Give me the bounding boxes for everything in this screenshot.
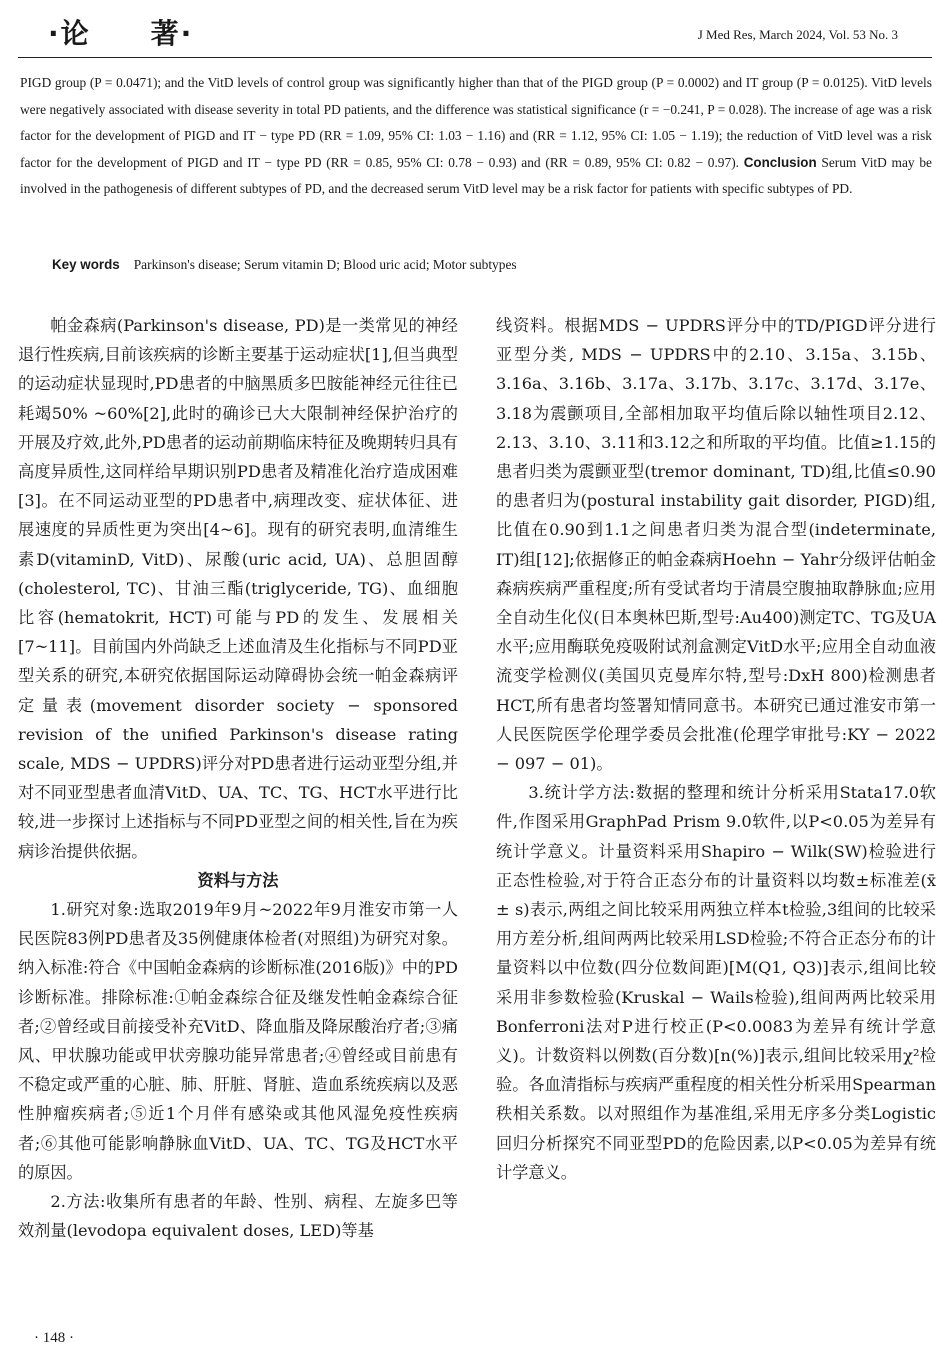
methods-paragraph-start: 2.方法:收集所有患者的年龄、性别、病程、左旋多巴等效剂量(levodopa equivalent doses, LED)等基 <box>18 1192 458 1241</box>
keywords-text: Parkinson's disease; Serum vitamin D; Blood uric acid; Motor subtypes <box>133 257 517 272</box>
abstract-results-tail: PIGD group (P = 0.0471); and the VitD levels of control group was significantly higher than that of the PIGD group (P = 0.0002) and IT group (P = 0.0125). VitD levels were negatively associated with disease severity in total PD patients, and the difference was statistical significance (r = −0.241, P = 0.028). The increase of age was a risk factor for the development of PIGD and IT − type PD (RR = 1.09, 95% CI: 1.03 − 1.16) and (RR = 1.12, 95% CI: 1.05 − 1.19); the reduction of VitD level was a risk factor for the development of PIGD and IT − type PD (RR = 0.85, 95% CI: 0.78 − 0.93) and (RR = 0.89, 95% CI: 0.82 − 0.97). <box>20 75 932 170</box>
methods-heading: 资料与方法 <box>197 870 279 890</box>
keywords-label: Key words <box>52 257 120 272</box>
page-header <box>0 0 950 62</box>
conclusion-text: Serum VitD may be involved in the pathogenesis of different subtypes of PD, and the decreased serum VitD level may be a risk factor for patients with specific subtypes of PD. <box>20 154 932 197</box>
keywords-line <box>52 257 517 273</box>
intro-paragraph: 帕金森病(Parkinson's disease, PD)是一类常见的神经退行性疾病,目前该疾病的诊断主要基于运动症状[1],但当典型的运动症状显现时,PD患者的中脑黑质多巴胺能神经元往往已耗竭50% ~60%[2],此时的确诊已大大限制神经保护治疗的开展及疗效,此外,PD患者的运动前期临床特征及晚期转归具有高度异质性,这同样给早期识别PD患者及精准化治疗造成困难[3]。在不同运动亚型的PD患者中,病理改变、症状体征、进展速度的异质性更为突出[4~6]。现有的研究表明,血清维生素D(vitaminD, VitD)、尿酸(uric acid, UA)、总胆固醇(cholesterol, TC)、甘油三酯(triglyceride, TG)、血细胞比容(hematokrit, HCT)可能与PD的发生、发展相关[7~11]。目前国内外尚缺乏上述血清及生化指标与不同PD亚型关系的研究,本研究依据国际运动障碍协会统一帕金森病评定量表(movement disorder society − sponsored revision of the unified Parkinson's disease rating scale, MDS − UPDRS)评分对PD患者进行运动亚型分组,并对不同亚型患者血清VitD、UA、TC、TG、HCT水平进行比较,进一步探讨上述指标与不同PD亚型之间的相关性,旨在为疾病诊治提供依据。 <box>18 316 458 861</box>
right-column <box>496 311 936 1187</box>
header-rule <box>18 57 932 58</box>
conclusion-label: Conclusion <box>743 154 817 170</box>
subjects-paragraph: 1.研究对象:选取2019年9月~2022年9月淮安市第一人民医院83例PD患者及35例健康体检者(对照组)为研究对象。纳入标准:符合《中国帕金森病的诊断标准(2016版)》中的PD诊断标准。排除标准:①帕金森综合征及继发性帕金森综合征者;②曾经或目前接受补充VitD、降血脂及降尿酸治疗者;③痛风、甲状腺功能或甲状旁腺功能异常患者;④曾经或目前患有不稳定或严重的心脏、肺、肝脏、肾脏、造血系统疾病以及恶性肿瘤疾病者;⑤近1个月伴有感染或其他风湿免疫性疾病者;⑥其他可能影响静脉血VitD、UA、TC、TG及HCT水平的原因。 <box>18 900 458 1182</box>
statistics-paragraph: 3.统计学方法:数据的整理和统计分析采用Stata17.0软件,作图采用GraphPad Prism 9.0软件,以P<0.05为差异有统计学意义。计量资料采用Shapiro − Wilk(SW)检验进行正态性检验,对于符合正态分布的计量资料以均数±标准差(x̄ ± s)表示,两组之间比较采用两独立样本t检验,3组间的比较采用方差分析,组间两两比较采用LSD检验;不符合正态分布的计量资料以中位数(四分位数间距)[M(Q1, Q3)]表示,组间比较采用非参数检验(Kruskal − Wails检验),组间两两比较采用Bonferroni法对P进行校正(P<0.0083为差异有统计学意义)。计数资料以例数(百分数)[n(%)]表示,组间比较采用χ²检验。各血清指标与疾病严重程度的相关性分析采用Spearman秩相关系数。以对照组作为基准组,采用无序多分类Logistic回归分析探究不同亚型PD的危险因素,以P<0.05为差异有统计学意义。 <box>496 783 936 1182</box>
section-tag: ·论 著· <box>48 17 194 50</box>
left-column <box>18 311 458 1246</box>
page-number: · 148 · <box>34 1330 74 1346</box>
abstract-english <box>20 70 932 203</box>
journal-citation: J Med Res, March 2024, Vol. 53 No. 3 <box>697 27 898 42</box>
abstract-body <box>20 70 932 203</box>
methods-paragraph-cont: 线资料。根据MDS − UPDRS评分中的TD/PIGD评分进行亚型分类, MDS − UPDRS中的2.10、3.15a、3.15b、3.16a、3.16b、3.17a、3.17b、3.17c、3.17d、3.17e、3.18为震颤项目,全部相加取平均值后除以轴性项目2.12、2.13、3.10、3.11和3.12之和所取的平均值。比值≥1.15的患者归类为震颤亚型(tremor dominant, TD)组,比值≤0.90的患者归为(postural instability gait disorder, PIGD)组,比值在0.90到1.1之间患者归类为混合型(indeterminate, IT)组[12];依据修正的帕金森病Hoehn − Yahr分级评估帕金森病疾病严重程度;所有受试者均于清晨空腹抽取静脉血;应用全自动生化仪(日本奥林巴斯,型号:Au400)测定TC、TG及UA水平;应用酶联免疫吸附试剂盒测定VitD水平;应用全自动血液流变学检测仪(美国贝克曼库尔特,型号:DxH 800)检测患者HCT,所有患者均签署知情同意书。本研究已通过淮安市第一人民医院医学伦理学委员会批准(伦理学审批号:KY − 2022 − 097 − 01)。 <box>496 316 936 774</box>
